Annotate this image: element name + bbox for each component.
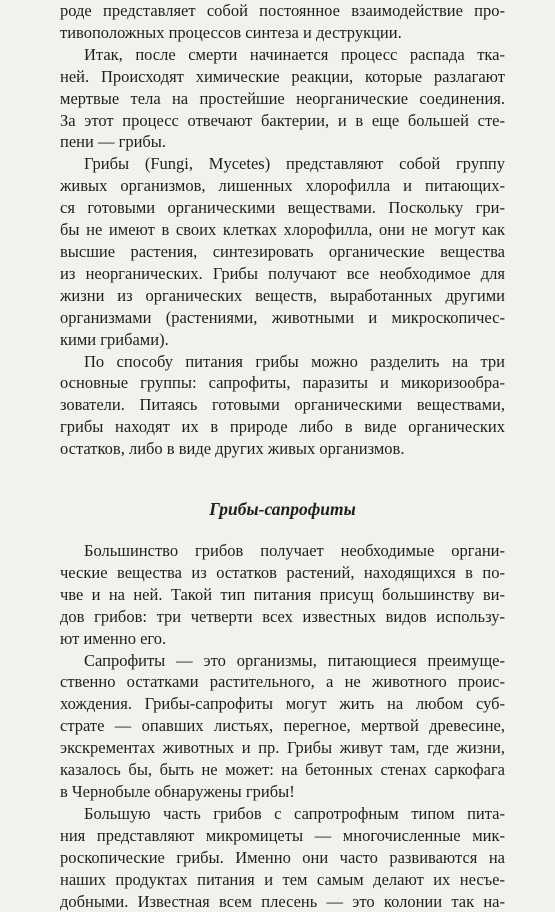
paragraph — [60, 351, 505, 461]
text-line: жизни из органических веществ, выработанных другими — [60, 285, 505, 305]
text-line: экскрементах животных и пр. Грибы живут там, где жизни, — [60, 738, 505, 758]
paragraph — [60, 540, 505, 650]
text-line: добными. Известная всем плесень — это колонии так на- — [60, 891, 505, 911]
text-line: из неорганических. Грибы получают все необходимое для — [60, 263, 505, 283]
text-line: мертвые тела на простейшие неорганические соединения. — [60, 88, 505, 108]
paragraph — [60, 0, 505, 44]
text-line: Большую часть грибов с сапротрофным типом пита- — [84, 803, 505, 823]
text-line: Грибы (Fungi, Mycetes) представляют собой группу — [84, 154, 505, 174]
text-line: организмами (растениями, животными и микроскопичес- — [60, 307, 505, 327]
text-line: высшие растения, синтезировать органические вещества — [60, 241, 505, 261]
text-line: хождения. Грибы-сапрофиты могут жить на любом суб- — [60, 694, 505, 714]
text-line: грибы находят их в природе либо в виде органических — [60, 417, 505, 437]
text-line: пени — грибы. — [60, 132, 167, 152]
text-line: ся готовыми органическими веществами. Поскольку гри- — [60, 198, 505, 218]
text-line: страте — опавших листьях, перегное, мертвой древесине, — [60, 716, 505, 736]
text-line: зователи. Питаясь готовыми органическими веществами, — [60, 395, 505, 415]
text-line: тивоположных процессов синтеза и деструкции. — [60, 22, 402, 42]
text-line: чве и на ней. Такой тип питания присущ большинству ви- — [60, 584, 505, 604]
text-line: За этот процесс отвечают бактерии, и в еще большей сте- — [60, 110, 505, 130]
paragraph — [60, 650, 505, 803]
text-line: казалось бы, быть не может: на бетонных стенах саркофага — [60, 760, 505, 780]
text-line: роскопические грибы. Именно они часто развиваются на — [60, 847, 505, 867]
text-line: в Чернобыле обнаружены грибы! — [60, 782, 295, 801]
text-line: бы не имеют в своих клетках хлорофилла, они не могут как — [60, 220, 505, 240]
text-line: ют именно его. — [60, 628, 167, 648]
section-heading: Грибы-сапрофиты — [209, 499, 356, 520]
text-line: ственно остатками растительного, а не животного проис- — [60, 672, 505, 692]
text-line: По способу питания грибы можно разделить на три — [84, 351, 505, 371]
text-line: дов грибов: три четверти всех известных видов использу- — [60, 606, 505, 626]
text-line: Сапрофиты — это организмы, питающиеся преимуще- — [84, 650, 505, 670]
text-line: остатков, либо в виде других живых организмов. — [60, 439, 405, 459]
paragraph — [60, 803, 505, 912]
text-block-before-heading — [60, 0, 505, 460]
text-line: роде представляет собой постоянное взаимодействие про- — [60, 1, 505, 20]
text-line: ческие вещества из остатков растений, находящихся в по- — [60, 562, 505, 582]
text-line: кими грибами). — [60, 329, 169, 349]
text-line: ней. Происходят химические реакции, которые разлагают — [60, 66, 505, 86]
text-line: ния представляют микромицеты — многочисленные мик- — [60, 825, 505, 845]
text-line: основные группы: сапрофиты, паразиты и микоризообра- — [60, 373, 505, 393]
text-block-after-heading — [60, 540, 505, 912]
text-line: наших продуктах питания и тем самым делают их несъе- — [60, 869, 505, 889]
text-line: Итак, после смерти начинается процесс распада тка- — [84, 44, 505, 64]
paragraph — [60, 153, 505, 350]
paragraph — [60, 44, 505, 154]
text-line: живых организмов, лишенных хлорофилла и питающих- — [60, 176, 505, 196]
text-line: Большинство грибов получает необходимые органи- — [84, 541, 505, 561]
